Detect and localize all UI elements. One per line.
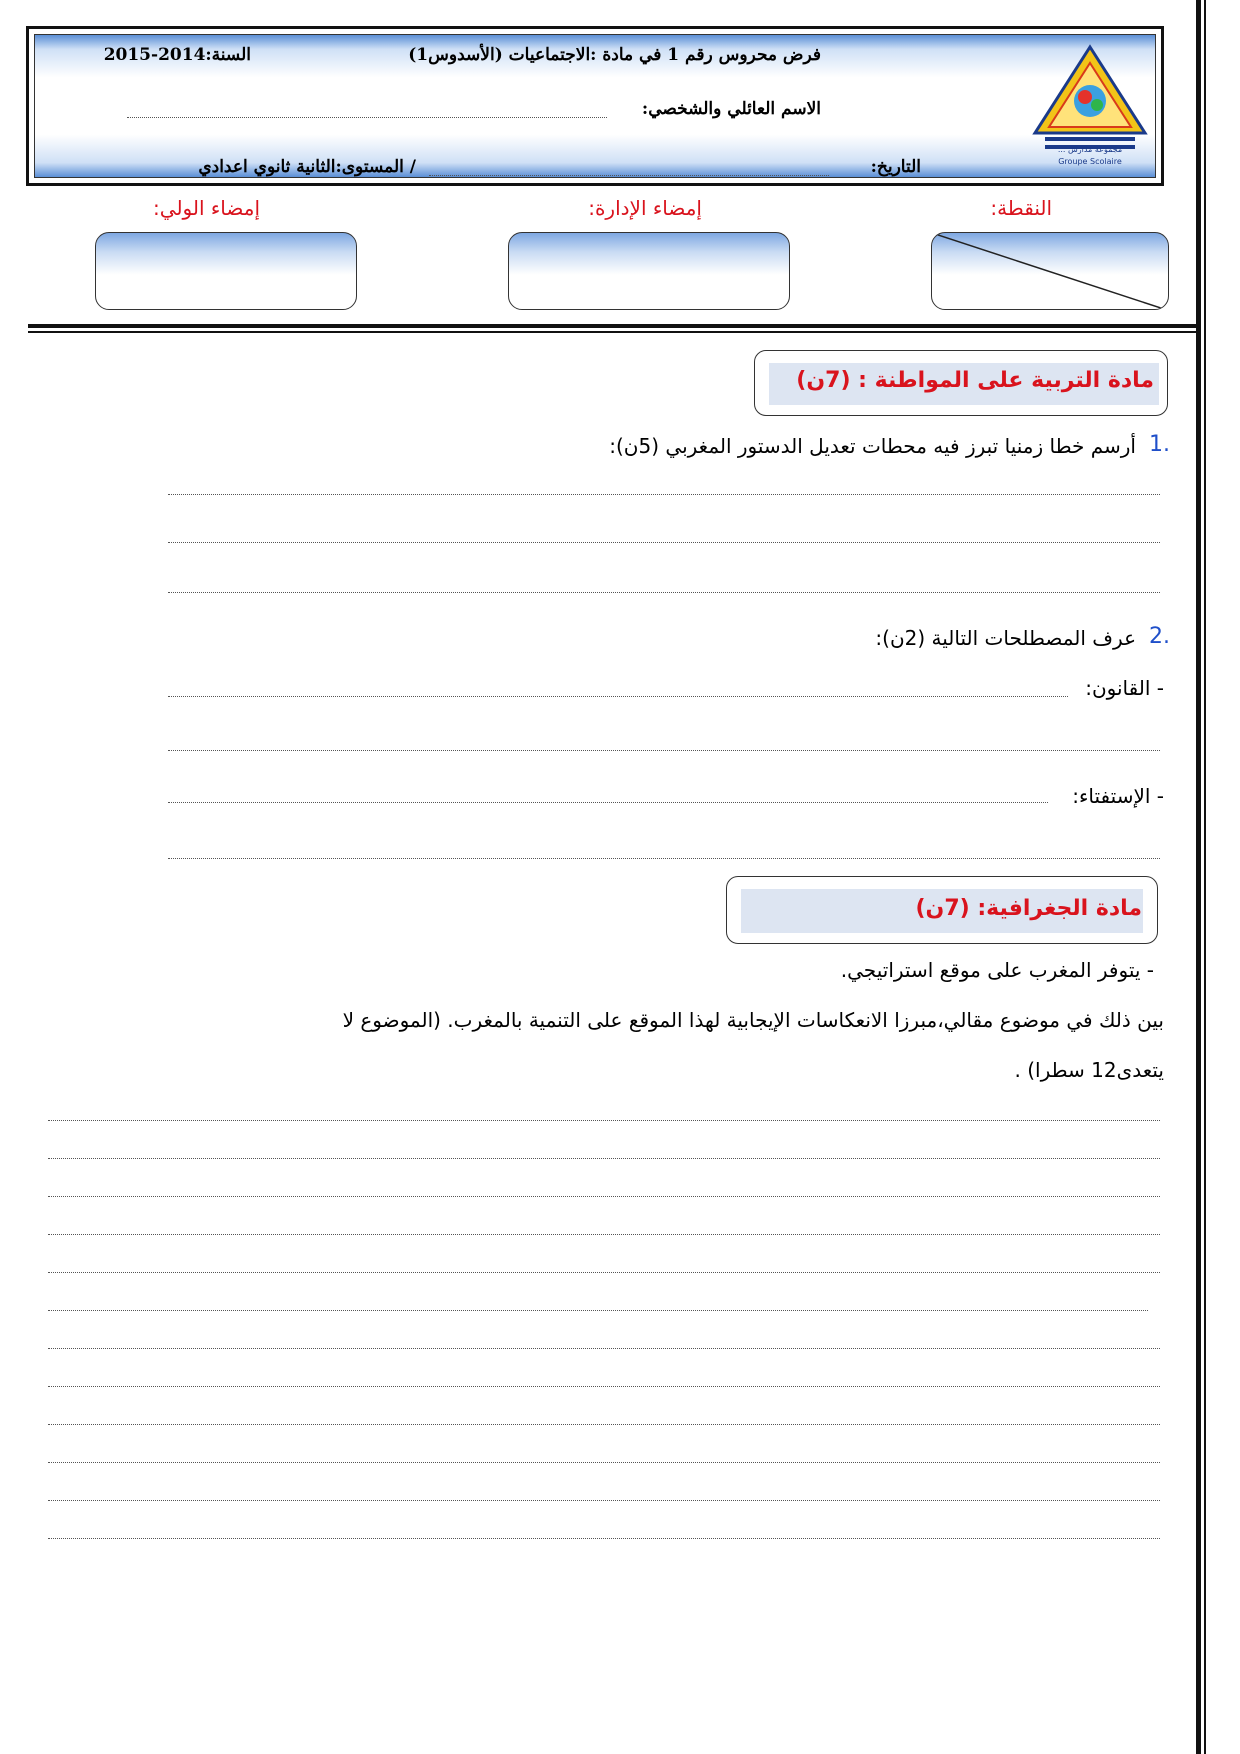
section-geography-title: مادة الجغرافية: (7ن) — [915, 896, 1142, 921]
geography-statement: - يتوفر المغرب على موقع استراتيجي. — [840, 958, 1154, 982]
guardian-signature-box[interactable] — [95, 232, 357, 310]
q1-text: أرسم خطا زمنيا تبرز فيه محطات تعديل الدستور المغربي (5ن): — [609, 434, 1136, 458]
header-box — [26, 26, 1164, 186]
name-field[interactable] — [127, 117, 607, 118]
essay-line[interactable] — [48, 1386, 1160, 1387]
essay-line[interactable] — [48, 1462, 1160, 1463]
essay-instruction-2: يتعدى12 سطرا) . — [1014, 1058, 1164, 1082]
guardian-label: إمضاء الولي: — [153, 196, 260, 220]
essay-instruction-1: بين ذلك في موضوع مقالي،مبرزا الانعكاسات الإيجابية لهذا الموقع على التنمية بالمغرب. (الموضوع لا — [342, 1008, 1164, 1032]
section-civics-title: مادة التربية على المواطنة : (7ن) — [796, 368, 1154, 393]
q2-number: 2. — [1149, 624, 1170, 649]
level-label: / المستوى:الثانية ثانوي اعدادي — [198, 157, 416, 177]
essay-line[interactable] — [48, 1500, 1160, 1501]
answer-line[interactable] — [168, 858, 1160, 859]
essay-line[interactable] — [48, 1424, 1160, 1425]
exam-title: فرض محروس رقم 1 في مادة :الاجتماعيات (الأسدوس1) — [408, 45, 821, 65]
q2-text: عرف المصطلحات التالية (2ن): — [875, 626, 1136, 650]
essay-line[interactable] — [48, 1310, 1148, 1311]
essay-line[interactable] — [48, 1158, 1160, 1159]
school-year: السنة:2014-2015 — [103, 45, 251, 65]
name-label: الاسم العائلي والشخصي: — [641, 99, 821, 119]
essay-line[interactable] — [48, 1196, 1160, 1197]
administration-label: إمضاء الإدارة: — [588, 196, 702, 220]
administration-signature-box[interactable] — [508, 232, 790, 310]
page-right-border-thin — [1204, 0, 1206, 1754]
logo-caption-latin: Groupe Scolaire — [1058, 157, 1122, 166]
essay-line[interactable] — [48, 1348, 1160, 1349]
score-label: النقطة: — [990, 196, 1052, 220]
date-field[interactable] — [429, 175, 829, 176]
essay-line[interactable] — [48, 1272, 1160, 1273]
answer-line[interactable] — [168, 802, 1048, 803]
answer-line[interactable] — [168, 750, 1160, 751]
answer-line[interactable] — [168, 542, 1160, 543]
essay-line[interactable] — [48, 1538, 1160, 1539]
answer-line[interactable] — [168, 494, 1160, 495]
score-diagonal-icon — [932, 233, 1169, 310]
answer-line[interactable] — [168, 592, 1160, 593]
date-label: التاريخ: — [870, 157, 921, 177]
separator-thick — [28, 324, 1198, 328]
answer-line[interactable] — [168, 696, 1068, 697]
term-law: - القانون: — [1085, 676, 1164, 700]
essay-line[interactable] — [48, 1120, 1160, 1121]
page-right-border — [1196, 0, 1201, 1754]
logo-triangle-icon — [1029, 41, 1151, 161]
school-logo — [1029, 41, 1151, 161]
logo-caption: مجموعة مدارس ... — [1057, 145, 1123, 154]
score-box[interactable] — [931, 232, 1169, 310]
term-referendum: - الإستفتاء: — [1072, 784, 1164, 808]
essay-line[interactable] — [48, 1234, 1160, 1235]
q1-number: 1. — [1149, 432, 1170, 457]
separator-thin — [28, 331, 1198, 333]
